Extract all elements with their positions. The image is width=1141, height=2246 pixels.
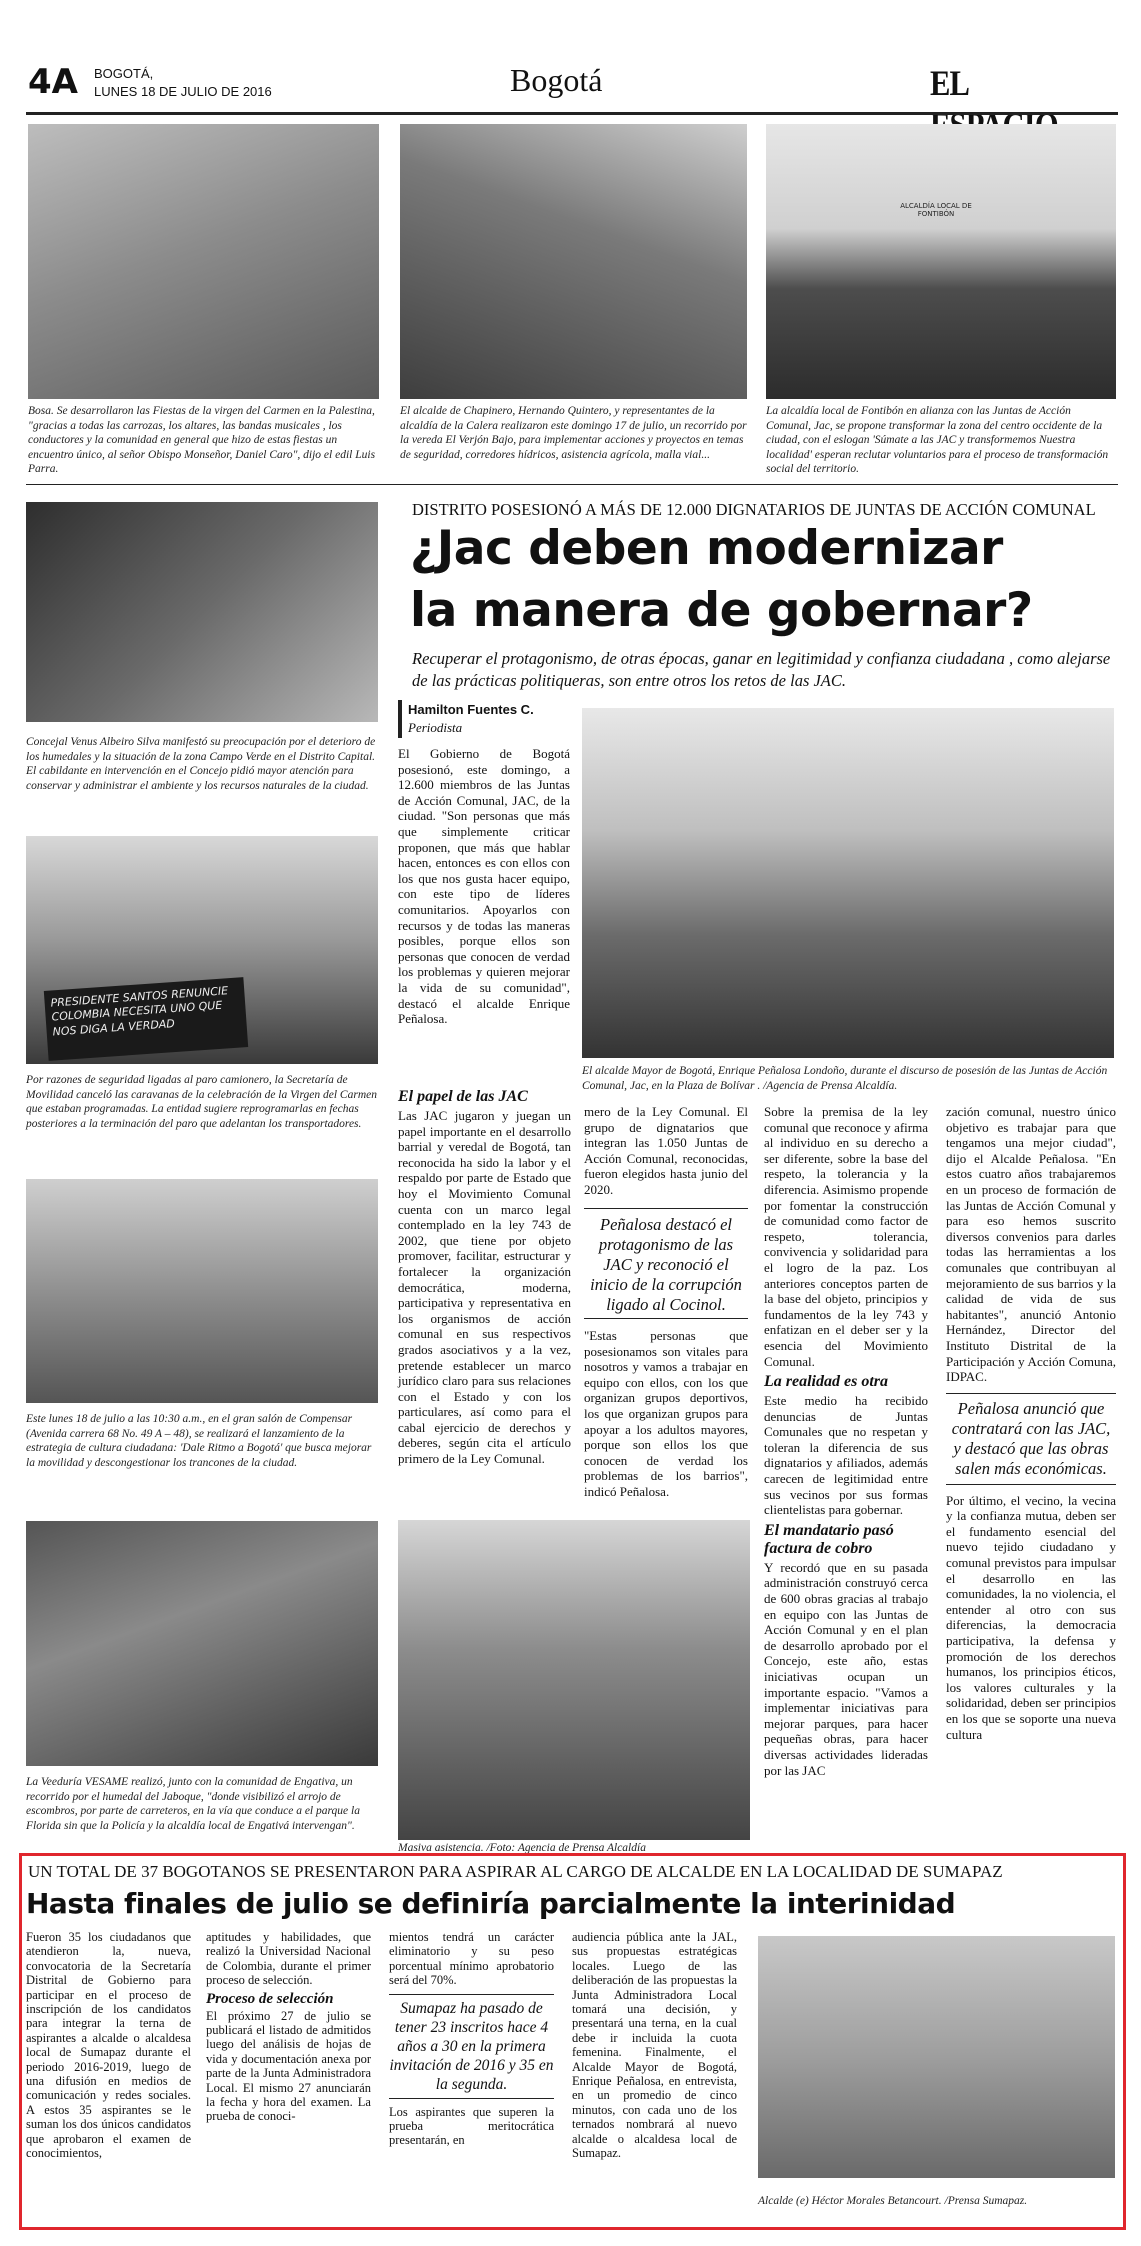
- main-headline-line2: la manera de gobernar?: [410, 583, 1033, 638]
- caption-penalosa: El alcalde Mayor de Bogotá, Enrique Peñalosa Londoño, durante el discurso de posesión de las Juntas de Acción Comunal, Jac, en la Plaza de Bolívar . /Agencia de Prensa Alcaldía.: [582, 1065, 1108, 1092]
- main-col2-top: mero de la Ley Comunal. El grupo de dignatarios que integran las 1.050 Juntas de Acción Comunal, reconocidas, fueron elegidos hasta junio del 2020.: [584, 1104, 748, 1197]
- main-col1-bottom: Las JAC jugaron y juegan un papel importante en el desarrollo barrial y veredal de Bogotá, tan reconocida ha sido la labor y el respaldo por parte de Estado que hoy el Movimiento Comunal cuenta con un marco legal contemplado en la ley 743 de 2002, que tiene por objeto promover, facilitar, estructurar y fortalecer la organización democrática, moderna, participativa y representativa en los organismos de acción comunal en sus respectivos grados asociativos y a la vez, pretende establecer un marco jurídico claro para sus relaciones con el Estado y con los particulares, así como para el cabal ejercicio de derechos y deberes, según cita el artículo primero de la Ley Comunal.: [398, 1108, 571, 1467]
- photo-chapinero-tour: [400, 124, 747, 399]
- pull-quote-2: Peñalosa anunció que contratará con las JAC, y destacó que las obras salen más económicas.: [951, 1398, 1111, 1478]
- bottom-subhead: Proceso de selección: [206, 1990, 334, 2007]
- caption-traffic: Este lunes 18 de julio a las 10:30 a.m., en el gran salón de Compensar (Avenida carrera 68 No. 49 A – 48), se realizará el lanzamiento de la estrategia de cultura ciudadana: 'Dale Ritmo a Bogotá' que busca mejorar la movilidad y descongestionar los trancones de la ciudad.: [26, 1413, 372, 1469]
- bottom-col2-a: aptitudes y habilidades, que realizó la Universidad Nacional de Colombia, durante el primer proceso de selección.: [206, 1930, 371, 1988]
- fontibon-sign: ALCALDÍA LOCAL DE FONTIBÓN: [900, 202, 972, 218]
- main-kicker: DISTRITO POSESIONÓ A MÁS DE 12.000 DIGNATARIOS DE JUNTAS DE ACCIÓN COMUNAL: [412, 500, 1096, 519]
- main-deck: Recuperar el protagonismo, de otras épocas, ganar en legitimidad y confianza ciudadana , como alejarse de las prácticas politiqueras, son entre otros los retos de las JAC.: [412, 649, 1111, 690]
- subhead-mandatario: El mandatario pasó factura de cobro: [764, 1521, 894, 1557]
- caption-fontibon: La alcaldía local de Fontibón en alianza con las Juntas de Acción Comunal, Jac, se propone transformar la zona del centro occidente de la ciudad, con el eslogan 'Súmate a las JAC y transformemos Nuestra localidad' esperan reclutar voluntarios para el proceso de transformación social del territorio.: [766, 405, 1109, 475]
- protest-banner: PRESIDENTE SANTOS RENUNCIE COLOMBIA NECESITA UNO QUE NOS DIGA LA VERDAD: [44, 977, 248, 1061]
- main-col3-a: Sobre la premisa de la ley comunal que reconoce y afirma al individuo en su derecho a ser diferente, sobre la base del respeto, la tolerancia y la diferencia. Asimismo propende por fomentar la construcción de comunidad como factor de respeto, tolerancia, convivencia y solidaridad para el logro de la paz. Los anteriores conceptos parten de la base del objeto, principios y fundamentos de la ley 743 y enfatizan en el deber ser y la esencia del Movimiento Comunal.: [764, 1104, 928, 1369]
- caption-truck: Por razones de seguridad ligadas al paro camionero, la Secretaría de Movilidad canceló las caravanas de la celebración de la Virgen del Carmen que estaban programadas. La entidad sugiere reprogramarlas en fechas posteriores a la terminación del paro que adelantan los transportadores.: [26, 1074, 377, 1130]
- photo-traffic: [26, 1179, 378, 1403]
- caption-sumapaz: Alcalde (e) Héctor Morales Betancourt. /Prensa Sumapaz.: [758, 2195, 1028, 2207]
- bottom-pull-quote: Sumapaz ha pasado de tener 23 inscritos hace 4 años a 30 en la primera invitación de 2016 y 35 en la segunda.: [389, 1999, 554, 2093]
- page-header: [24, 60, 1124, 110]
- main-col3-b: Este medio ha recibido denuncias de Juntas Comunales que no respetan y toleran la diferencia de sus dignatarios y afiliados, además carecen de legitimidad entre sus vecinos por sus formas clientelistas para gobernar.: [764, 1393, 928, 1518]
- byline-name: Hamilton Fuentes C.: [408, 702, 534, 717]
- bottom-kicker: UN TOTAL DE 37 BOGOTANOS SE PRESENTARON PARA ASPIRAR AL CARGO DE ALCALDE EN LA LOCALIDAD DE SUMAPAZ: [28, 1862, 1003, 1881]
- photo-truck-strike: [26, 836, 378, 1064]
- pull1-bottom-rule: [584, 1318, 748, 1319]
- photo-fontibon-group: [766, 124, 1116, 399]
- photo-bosa-festival: [28, 124, 379, 399]
- bottom-col3-b: Los aspirantes que superen la prueba meritocrática presentarán, en: [389, 2104, 554, 2148]
- pull1-top-rule: [584, 1208, 748, 1209]
- page-number: 4A: [28, 62, 78, 102]
- photo-concejal: [26, 502, 378, 722]
- subhead-papel-jac: El papel de las JAC: [398, 1088, 528, 1105]
- photo-cathedral: [398, 1520, 750, 1840]
- bottom-col3-a: mientos tendrá un carácter eliminatorio y su peso porcentual mínimo aprobatorio será del 70%.: [389, 1930, 554, 1988]
- bottom-headline: Hasta finales de julio se definiría parcialmente la interinidad: [26, 1887, 956, 1920]
- row-divider: [26, 484, 1118, 485]
- main-col4-b: Por último, el vecino, la vecina y la confianza mutua, deben ser el fundamento esencial del nuevo tejido ciudadano y comunal previstos para impulsar el desarrollo en las comunidades, la no violencia, el entender al otro con sus diferencias, la democracia participativa, la defensa y promoción de los derechos humanos, los principios éticos, los valores culturales y la solidaridad, deben ser principios en los que se soporte una nueva cultura: [946, 1492, 1116, 1742]
- main-col4-a: zación comunal, nuestro único objetivo es trabajar para que tengamos una mejor ciudad", dijo el Alcalde Peñalosa. "En estos cuatro años trabajaremos en un proceso de formación de las Juntas de Acción Comunal y para eso hemos suscrito diversos convenios para darles todas las herramientas a los comunales que contribuyan al mejoramiento de sus barrios y la calidad de vida de sus habitantes", anunció Antonio Hernández, Director del Instituto Distrital de la Participación y Acción Comuna, IDPAC.: [946, 1104, 1116, 1385]
- caption-chapinero: El alcalde de Chapinero, Hernando Quintero, y representantes de la alcaldía de la Calera realizaron este domingo 17 de julio, un recorrido por la vereda El Verjón Bajo, para implementar acciones y proyectos en temas de seguridad, corredores hídricos, asistencia agrícola, malla vial...: [400, 405, 747, 461]
- masthead-logo: EL: [930, 63, 968, 103]
- header-city: BOGOTÁ,: [94, 66, 154, 81]
- section-title: Bogotá: [510, 62, 603, 98]
- bottom-pull-frame: [389, 1994, 554, 2099]
- main-col3: [764, 1104, 928, 1778]
- pull-quote-1: Peñalosa destacó el protagonismo de las JAC y reconoció el inicio de la corrupción ligado al Cocinol.: [590, 1215, 742, 1314]
- bottom-col1: Fueron 35 los ciudadanos que atendieron la, nueva, convocatoria de la Secretaría Distrital de Gobierno para participar en el proceso de inscripción de los candidatos para integrar la terna de aspirantes a alcalde o alcaldesa local de Sumapaz durante el periodo 2016-2019, luego de una difusión en medios de comunicación y redes sociales. A estos 35 aspirantes se le suman los dos únicos candidatos que aprobaron el examen de conocimientos,: [26, 1930, 191, 2161]
- main-col1-top: El Gobierno de Bogotá posesionó, este domingo, a 12.600 miembros de las Juntas de Acción Comunal, JAC, de la ciudad. "Son personas que más que simplemente criticar proponen, que más que hablar hacen, entonces es con ellos con los que nos gusta hacer equipo, con este tipo de líderes comunitarios. Apoyarlos con recursos y de todas las maneras posibles, porque ellos son personas que conocen de verdad los problemas y quieren mejorar la vida de su comunidad", destacó el alcalde Enrique Peñalosa.: [398, 746, 570, 1027]
- bottom-col4: audiencia pública ante la JAL, sus propuestas estratégicas locales. Luego de las deliberación de las propuestas la Junta Administradora Local tomará una decisión, y presentará una terna, en la cual debe ir incluida la cuota femenina. Finalmente, el Alcalde Mayor de Bogotá, Enrique Peñalosa, en entrevista, en un promedio de cinco minutos, con cada uno de los ternados nombrará al nuevo alcalde o alcaldesa local de Sumapaz.: [572, 1930, 737, 2161]
- photo-wetland: [26, 1521, 378, 1766]
- photo-penalosa-speech: [582, 708, 1114, 1058]
- bottom-col3: [389, 1930, 554, 2148]
- bottom-col2: [206, 1930, 371, 2124]
- bottom-col2-b: El próximo 27 de julio se publicará el listado de admitidos luego del análisis de hojas de vida y documentación anexa por parte de la Junta Administradora Local. El mismo 27 anunciarán la fecha y hora del examen. La prueba de conoci-: [206, 2008, 371, 2124]
- byline-bar: [398, 700, 402, 738]
- caption-concejal: Concejal Venus Albeiro Silva manifestó su preocupación por el deterioro de los humedales y la situación de la zona Campo Verde en el Distrito Capital. El cabildante en intervención en el Concejo pidió mayor atención para conservar y administrar el ambiente y los recursos naturales de la ciudad.: [26, 736, 376, 792]
- main-col3-c: Y recordó que en su pasada administración construyó cerca de 600 obras gracias al trabajo en equipo con las Juntas de Acción Comunal y en el plan de desarrollo aprobado por el Concejo, este año, estas iniciativas ocupan un importante espacio. "Vamos a implementar iniciativas para mejorar parques, para hacer pequeñas obras, para hacer diversas actividades lideradas por las JAC: [764, 1559, 928, 1778]
- subhead-realidad: La realidad es otra: [764, 1373, 888, 1391]
- main-headline-line1: ¿Jac deben modernizar: [410, 521, 1003, 576]
- main-col2-bottom: "Estas personas que posesionamos son vitales para nosotros y vamos a trabajar en equipo con ellos, con los que organizan grupos deportivos, los que organizan grupos para apoyar a los adultos mayores, porque son ellos los que conocen de verdad los problemas de los barrios", indicó Peñalosa.: [584, 1328, 748, 1499]
- caption-bosa: Bosa. Se desarrollaron las Fiestas de la virgen del Carmen en la Palestina, "gracias a todas las carrozas, los altares, las bandas musicales , los conductores y la comunidad en general que hizo de estas fiestas un encuentro único, al señor Obispo Monseñor, Daniel Caro", dijo el edil Luis Parra.: [28, 405, 376, 475]
- caption-wetland: La Veeduría VESAME realizó, junto con la comunidad de Engativa, un recorrido por el humedal del Jaboque, "donde visibilizó el arrojo de escombros, por parte de carreteros, en la vía que conduce a el parque la Florida sin que la Policía y la alcaldía local de Engativá intervengan".: [26, 1776, 360, 1832]
- header-date: LUNES 18 DE JULIO DE 2016: [94, 84, 272, 99]
- photo-sumapaz-mayor: [758, 1936, 1115, 2178]
- main-col1-bottom-block: [398, 1084, 571, 1467]
- main-col4: [946, 1104, 1116, 1742]
- header-rule: [26, 112, 1118, 115]
- pull-quote-2-frame: [946, 1393, 1116, 1485]
- caption-cathedral: Masiva asistencia. /Foto: Agencia de Prensa Alcaldía: [398, 1842, 646, 1854]
- byline-role: Periodista: [408, 720, 463, 735]
